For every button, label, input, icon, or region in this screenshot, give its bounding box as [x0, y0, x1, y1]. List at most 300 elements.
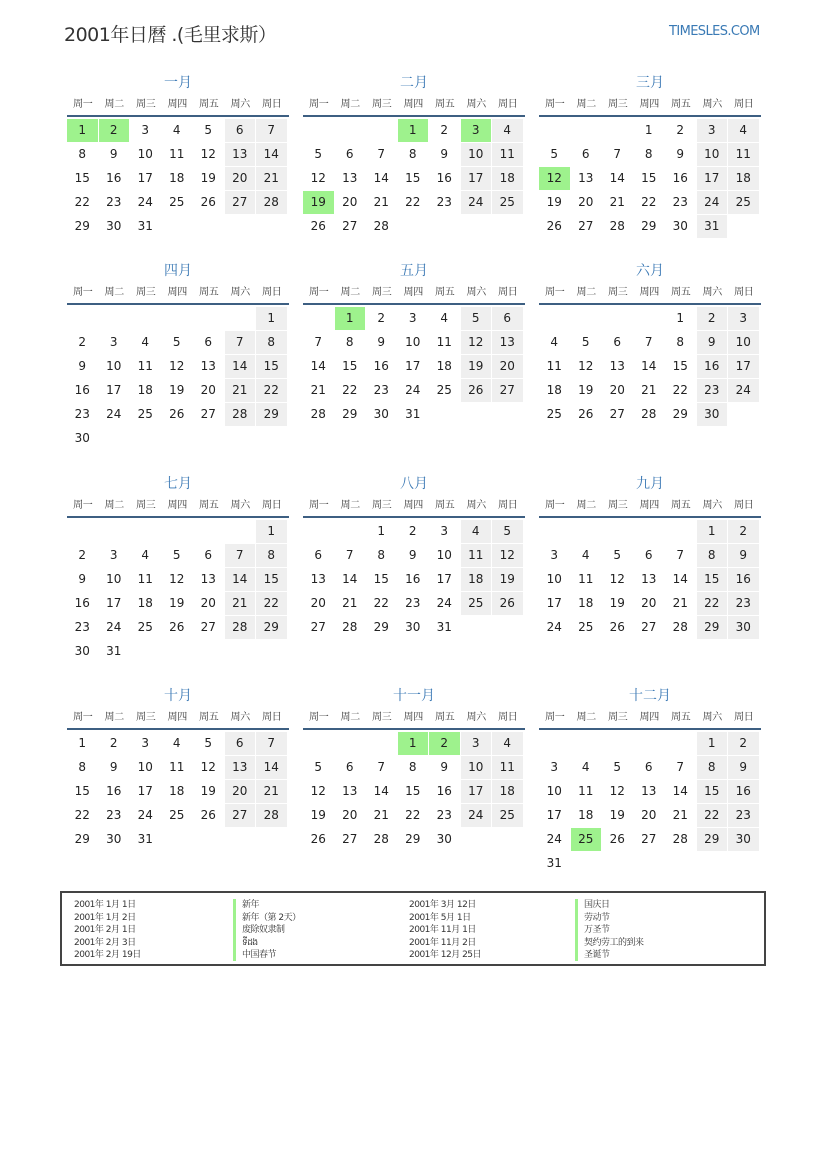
day-cell[interactable]: 17 — [728, 355, 759, 378]
day-cell[interactable]: 22 — [697, 804, 728, 827]
day-cell[interactable]: 18 — [461, 568, 492, 591]
day-cell[interactable]: 13 — [342, 784, 358, 798]
day-cell[interactable]: 11 — [492, 143, 523, 166]
day-cell[interactable]: 18 — [728, 167, 759, 190]
day-cell[interactable]: 17 — [405, 359, 421, 373]
day-cell[interactable]: 26 — [310, 832, 326, 846]
day-cell[interactable]: 13 — [225, 143, 256, 166]
day-cell[interactable]: 11 — [578, 784, 594, 798]
day-cell[interactable]: 12 — [200, 760, 216, 774]
day-cell[interactable]: 1 — [256, 520, 287, 543]
day-cell[interactable]: 15 — [672, 359, 688, 373]
day-cell[interactable]: 14 — [672, 572, 688, 586]
day-cell[interactable]: 11 — [461, 544, 492, 567]
day-cell[interactable]: 5 — [613, 548, 622, 562]
day-cell[interactable]: 4 — [172, 736, 181, 750]
day-cell[interactable]: 9 — [109, 760, 118, 774]
day-cell[interactable]: 18 — [436, 359, 452, 373]
day-cell[interactable]: 4 — [492, 119, 523, 142]
day-cell[interactable]: 18 — [492, 780, 523, 803]
day-cell[interactable]: 25 — [169, 195, 185, 209]
day-cell[interactable]: 15 — [373, 572, 389, 586]
day-cell[interactable]: 1 — [256, 307, 287, 330]
day-cell[interactable]: 30 — [74, 644, 90, 658]
day-cell[interactable]: 15 — [74, 784, 90, 798]
day-cell[interactable]: 10 — [697, 143, 728, 166]
day-cell[interactable]: 14 — [256, 143, 287, 166]
day-cell[interactable]: 1 — [78, 736, 87, 750]
day-cell[interactable]: 30 — [106, 219, 122, 233]
day-cell[interactable]: 20 — [225, 167, 256, 190]
day-cell[interactable]: 29 — [641, 219, 657, 233]
day-cell[interactable]: 12 — [609, 784, 625, 798]
day-cell[interactable]: 15 — [405, 171, 421, 185]
day-cell[interactable]: 22 — [74, 195, 90, 209]
day-cell[interactable]: 16 — [106, 784, 122, 798]
day-cell[interactable]: 7 — [345, 548, 354, 562]
day-cell[interactable]: 6 — [345, 760, 354, 774]
day-cell[interactable]: 4 — [172, 123, 181, 137]
day-cell[interactable]: 14 — [373, 171, 389, 185]
day-cell[interactable]: 22 — [256, 379, 287, 402]
day-cell[interactable]: 10 — [546, 572, 562, 586]
day-cell[interactable]: 11 — [137, 359, 153, 373]
day-cell[interactable]: 20 — [200, 596, 216, 610]
day-cell[interactable]: 10 — [546, 784, 562, 798]
day-cell[interactable]: 10 — [106, 572, 122, 586]
holiday-day[interactable]: 1 — [335, 307, 366, 330]
day-cell[interactable]: 11 — [169, 760, 185, 774]
day-cell[interactable]: 18 — [137, 383, 153, 397]
day-cell[interactable]: 29 — [697, 616, 728, 639]
holiday-day[interactable]: 12 — [539, 167, 570, 190]
day-cell[interactable]: 6 — [204, 548, 213, 562]
day-cell[interactable]: 3 — [550, 760, 559, 774]
holiday-day[interactable]: 1 — [67, 119, 98, 142]
day-cell[interactable]: 16 — [436, 784, 452, 798]
day-cell[interactable]: 5 — [172, 548, 181, 562]
day-cell[interactable]: 8 — [256, 544, 287, 567]
day-cell[interactable]: 12 — [578, 359, 594, 373]
day-cell[interactable]: 18 — [169, 784, 185, 798]
day-cell[interactable]: 12 — [200, 147, 216, 161]
day-cell[interactable]: 27 — [310, 620, 326, 634]
day-cell[interactable]: 27 — [342, 832, 358, 846]
day-cell[interactable]: 19 — [200, 171, 216, 185]
day-cell[interactable]: 14 — [225, 355, 256, 378]
day-cell[interactable]: 25 — [492, 191, 523, 214]
day-cell[interactable]: 31 — [436, 620, 452, 634]
day-cell[interactable]: 2 — [78, 335, 87, 349]
day-cell[interactable]: 25 — [546, 407, 562, 421]
day-cell[interactable]: 5 — [204, 123, 213, 137]
day-cell[interactable]: 27 — [578, 219, 594, 233]
day-cell[interactable]: 21 — [225, 592, 256, 615]
day-cell[interactable]: 28 — [225, 403, 256, 426]
day-cell[interactable]: 11 — [137, 572, 153, 586]
day-cell[interactable]: 30 — [74, 431, 90, 445]
day-cell[interactable]: 2 — [377, 311, 386, 325]
day-cell[interactable]: 17 — [137, 171, 153, 185]
holiday-day[interactable]: 1 — [398, 732, 429, 755]
day-cell[interactable]: 15 — [74, 171, 90, 185]
day-cell[interactable]: 18 — [137, 596, 153, 610]
day-cell[interactable]: 4 — [141, 335, 150, 349]
day-cell[interactable]: 6 — [225, 119, 256, 142]
day-cell[interactable]: 17 — [106, 596, 122, 610]
day-cell[interactable]: 6 — [345, 147, 354, 161]
day-cell[interactable]: 4 — [492, 732, 523, 755]
day-cell[interactable]: 21 — [641, 383, 657, 397]
day-cell[interactable]: 15 — [342, 359, 358, 373]
day-cell[interactable]: 25 — [728, 191, 759, 214]
day-cell[interactable]: 28 — [373, 832, 389, 846]
day-cell[interactable]: 17 — [106, 383, 122, 397]
day-cell[interactable]: 9 — [440, 760, 449, 774]
day-cell[interactable]: 7 — [377, 760, 386, 774]
day-cell[interactable]: 16 — [697, 355, 728, 378]
day-cell[interactable]: 23 — [74, 407, 90, 421]
day-cell[interactable]: 20 — [200, 383, 216, 397]
day-cell[interactable]: 23 — [106, 195, 122, 209]
day-cell[interactable]: 9 — [676, 147, 685, 161]
day-cell[interactable]: 9 — [440, 147, 449, 161]
day-cell[interactable]: 28 — [256, 804, 287, 827]
day-cell[interactable]: 29 — [672, 407, 688, 421]
day-cell[interactable]: 11 — [578, 572, 594, 586]
day-cell[interactable]: 9 — [728, 756, 759, 779]
day-cell[interactable]: 6 — [613, 335, 622, 349]
day-cell[interactable]: 2 — [728, 732, 759, 755]
day-cell[interactable]: 21 — [672, 596, 688, 610]
day-cell[interactable]: 2 — [408, 524, 417, 538]
day-cell[interactable]: 9 — [109, 147, 118, 161]
day-cell[interactable]: 5 — [613, 760, 622, 774]
day-cell[interactable]: 27 — [609, 407, 625, 421]
day-cell[interactable]: 14 — [373, 784, 389, 798]
day-cell[interactable]: 29 — [256, 616, 287, 639]
day-cell[interactable]: 2 — [440, 123, 449, 137]
day-cell[interactable]: 8 — [697, 544, 728, 567]
day-cell[interactable]: 30 — [672, 219, 688, 233]
day-cell[interactable]: 7 — [676, 548, 685, 562]
day-cell[interactable]: 8 — [377, 548, 386, 562]
day-cell[interactable]: 7 — [314, 335, 323, 349]
day-cell[interactable]: 29 — [74, 219, 90, 233]
day-cell[interactable]: 26 — [310, 219, 326, 233]
day-cell[interactable]: 23 — [106, 808, 122, 822]
day-cell[interactable]: 6 — [225, 732, 256, 755]
day-cell[interactable]: 3 — [461, 732, 492, 755]
day-cell[interactable]: 20 — [342, 195, 358, 209]
day-cell[interactable]: 21 — [609, 195, 625, 209]
day-cell[interactable]: 9 — [377, 335, 386, 349]
day-cell[interactable]: 26 — [169, 407, 185, 421]
day-cell[interactable]: 6 — [314, 548, 323, 562]
day-cell[interactable]: 20 — [609, 383, 625, 397]
day-cell[interactable]: 27 — [641, 832, 657, 846]
day-cell[interactable]: 22 — [373, 596, 389, 610]
day-cell[interactable]: 26 — [169, 620, 185, 634]
day-cell[interactable]: 2 — [109, 736, 118, 750]
day-cell[interactable]: 5 — [492, 520, 523, 543]
day-cell[interactable]: 21 — [672, 808, 688, 822]
day-cell[interactable]: 29 — [373, 620, 389, 634]
day-cell[interactable]: 13 — [310, 572, 326, 586]
day-cell[interactable]: 10 — [728, 331, 759, 354]
day-cell[interactable]: 28 — [342, 620, 358, 634]
day-cell[interactable]: 1 — [697, 520, 728, 543]
day-cell[interactable]: 17 — [461, 167, 492, 190]
day-cell[interactable]: 16 — [728, 780, 759, 803]
day-cell[interactable]: 29 — [342, 407, 358, 421]
day-cell[interactable]: 4 — [461, 520, 492, 543]
day-cell[interactable]: 10 — [461, 143, 492, 166]
day-cell[interactable]: 22 — [672, 383, 688, 397]
day-cell[interactable]: 27 — [200, 407, 216, 421]
day-cell[interactable]: 22 — [405, 195, 421, 209]
day-cell[interactable]: 24 — [728, 379, 759, 402]
day-cell[interactable]: 17 — [697, 167, 728, 190]
day-cell[interactable]: 4 — [550, 335, 559, 349]
day-cell[interactable]: 28 — [310, 407, 326, 421]
day-cell[interactable]: 12 — [310, 784, 326, 798]
day-cell[interactable]: 30 — [436, 832, 452, 846]
day-cell[interactable]: 24 — [546, 832, 562, 846]
day-cell[interactable]: 24 — [137, 808, 153, 822]
day-cell[interactable]: 20 — [578, 195, 594, 209]
day-cell[interactable]: 26 — [461, 379, 492, 402]
day-cell[interactable]: 3 — [408, 311, 417, 325]
day-cell[interactable]: 16 — [728, 568, 759, 591]
day-cell[interactable]: 25 — [169, 808, 185, 822]
day-cell[interactable]: 12 — [310, 171, 326, 185]
holiday-day[interactable]: 2 — [99, 119, 130, 142]
day-cell[interactable]: 3 — [550, 548, 559, 562]
day-cell[interactable]: 10 — [436, 548, 452, 562]
day-cell[interactable]: 4 — [141, 548, 150, 562]
day-cell[interactable]: 31 — [697, 215, 728, 238]
day-cell[interactable]: 8 — [676, 335, 685, 349]
day-cell[interactable]: 20 — [641, 596, 657, 610]
day-cell[interactable]: 21 — [342, 596, 358, 610]
day-cell[interactable]: 10 — [405, 335, 421, 349]
day-cell[interactable]: 13 — [641, 784, 657, 798]
day-cell[interactable]: 27 — [200, 620, 216, 634]
day-cell[interactable]: 2 — [697, 307, 728, 330]
day-cell[interactable]: 10 — [106, 359, 122, 373]
day-cell[interactable]: 18 — [169, 171, 185, 185]
day-cell[interactable]: 16 — [106, 171, 122, 185]
day-cell[interactable]: 27 — [492, 379, 523, 402]
day-cell[interactable]: 23 — [697, 379, 728, 402]
day-cell[interactable]: 3 — [109, 548, 118, 562]
brand-logo[interactable]: TIMESLES.COM — [669, 24, 760, 39]
day-cell[interactable]: 14 — [310, 359, 326, 373]
day-cell[interactable]: 7 — [256, 732, 287, 755]
day-cell[interactable]: 1 — [676, 311, 685, 325]
day-cell[interactable]: 24 — [106, 407, 122, 421]
day-cell[interactable]: 30 — [405, 620, 421, 634]
day-cell[interactable]: 30 — [697, 403, 728, 426]
day-cell[interactable]: 31 — [405, 407, 421, 421]
day-cell[interactable]: 22 — [405, 808, 421, 822]
day-cell[interactable]: 19 — [492, 568, 523, 591]
day-cell[interactable]: 25 — [461, 592, 492, 615]
day-cell[interactable]: 13 — [200, 572, 216, 586]
day-cell[interactable]: 26 — [200, 195, 216, 209]
day-cell[interactable]: 22 — [74, 808, 90, 822]
day-cell[interactable]: 17 — [546, 596, 562, 610]
day-cell[interactable]: 18 — [578, 808, 594, 822]
day-cell[interactable]: 28 — [225, 616, 256, 639]
day-cell[interactable]: 14 — [609, 171, 625, 185]
day-cell[interactable]: 17 — [546, 808, 562, 822]
day-cell[interactable]: 14 — [256, 756, 287, 779]
day-cell[interactable]: 8 — [256, 331, 287, 354]
day-cell[interactable]: 28 — [256, 191, 287, 214]
day-cell[interactable]: 26 — [609, 832, 625, 846]
day-cell[interactable]: 14 — [672, 784, 688, 798]
day-cell[interactable]: 23 — [672, 195, 688, 209]
day-cell[interactable]: 12 — [169, 572, 185, 586]
day-cell[interactable]: 10 — [461, 756, 492, 779]
day-cell[interactable]: 2 — [728, 520, 759, 543]
day-cell[interactable]: 26 — [578, 407, 594, 421]
day-cell[interactable]: 16 — [405, 572, 421, 586]
day-cell[interactable]: 25 — [492, 804, 523, 827]
day-cell[interactable]: 5 — [550, 147, 559, 161]
day-cell[interactable]: 8 — [408, 147, 417, 161]
day-cell[interactable]: 19 — [546, 195, 562, 209]
day-cell[interactable]: 31 — [546, 856, 562, 870]
day-cell[interactable]: 12 — [169, 359, 185, 373]
day-cell[interactable]: 2 — [676, 123, 685, 137]
day-cell[interactable]: 13 — [578, 171, 594, 185]
day-cell[interactable]: 27 — [225, 191, 256, 214]
day-cell[interactable]: 24 — [405, 383, 421, 397]
day-cell[interactable]: 24 — [461, 804, 492, 827]
day-cell[interactable]: 17 — [137, 784, 153, 798]
day-cell[interactable]: 21 — [225, 379, 256, 402]
day-cell[interactable]: 19 — [609, 596, 625, 610]
day-cell[interactable]: 12 — [461, 331, 492, 354]
day-cell[interactable]: 30 — [728, 616, 759, 639]
day-cell[interactable]: 20 — [310, 596, 326, 610]
day-cell[interactable]: 21 — [256, 780, 287, 803]
day-cell[interactable]: 23 — [436, 808, 452, 822]
day-cell[interactable]: 28 — [609, 219, 625, 233]
day-cell[interactable]: 9 — [78, 572, 87, 586]
day-cell[interactable]: 23 — [728, 804, 759, 827]
day-cell[interactable]: 6 — [581, 147, 590, 161]
day-cell[interactable]: 11 — [492, 756, 523, 779]
holiday-day[interactable]: 19 — [303, 191, 334, 214]
day-cell[interactable]: 30 — [373, 407, 389, 421]
day-cell[interactable]: 23 — [436, 195, 452, 209]
day-cell[interactable]: 8 — [78, 760, 87, 774]
day-cell[interactable]: 11 — [546, 359, 562, 373]
day-cell[interactable]: 5 — [204, 736, 213, 750]
day-cell[interactable]: 8 — [408, 760, 417, 774]
day-cell[interactable]: 25 — [578, 620, 594, 634]
day-cell[interactable]: 26 — [609, 620, 625, 634]
day-cell[interactable]: 16 — [672, 171, 688, 185]
day-cell[interactable]: 24 — [697, 191, 728, 214]
day-cell[interactable]: 24 — [137, 195, 153, 209]
holiday-day[interactable]: 2 — [429, 732, 460, 755]
day-cell[interactable]: 1 — [697, 732, 728, 755]
day-cell[interactable]: 15 — [256, 355, 287, 378]
day-cell[interactable]: 7 — [676, 760, 685, 774]
day-cell[interactable]: 16 — [373, 359, 389, 373]
day-cell[interactable]: 19 — [461, 355, 492, 378]
day-cell[interactable]: 7 — [613, 147, 622, 161]
day-cell[interactable]: 5 — [581, 335, 590, 349]
day-cell[interactable]: 13 — [342, 171, 358, 185]
day-cell[interactable]: 24 — [436, 596, 452, 610]
day-cell[interactable]: 3 — [440, 524, 449, 538]
day-cell[interactable]: 7 — [225, 331, 256, 354]
day-cell[interactable]: 4 — [581, 760, 590, 774]
day-cell[interactable]: 30 — [106, 832, 122, 846]
day-cell[interactable]: 13 — [225, 756, 256, 779]
day-cell[interactable]: 30 — [728, 828, 759, 851]
day-cell[interactable]: 13 — [492, 331, 523, 354]
day-cell[interactable]: 5 — [314, 147, 323, 161]
day-cell[interactable]: 26 — [546, 219, 562, 233]
day-cell[interactable]: 1 — [644, 123, 653, 137]
day-cell[interactable]: 14 — [225, 568, 256, 591]
day-cell[interactable]: 10 — [137, 147, 153, 161]
day-cell[interactable]: 18 — [492, 167, 523, 190]
day-cell[interactable]: 22 — [256, 592, 287, 615]
day-cell[interactable]: 19 — [609, 808, 625, 822]
holiday-day[interactable]: 25 — [571, 828, 602, 851]
day-cell[interactable]: 10 — [137, 760, 153, 774]
day-cell[interactable]: 6 — [492, 307, 523, 330]
day-cell[interactable]: 5 — [314, 760, 323, 774]
day-cell[interactable]: 6 — [644, 760, 653, 774]
day-cell[interactable]: 21 — [373, 195, 389, 209]
day-cell[interactable]: 31 — [137, 832, 153, 846]
day-cell[interactable]: 11 — [728, 143, 759, 166]
day-cell[interactable]: 20 — [641, 808, 657, 822]
day-cell[interactable]: 9 — [78, 359, 87, 373]
day-cell[interactable]: 23 — [373, 383, 389, 397]
day-cell[interactable]: 19 — [169, 383, 185, 397]
day-cell[interactable]: 27 — [225, 804, 256, 827]
day-cell[interactable]: 13 — [200, 359, 216, 373]
day-cell[interactable]: 29 — [697, 828, 728, 851]
day-cell[interactable]: 9 — [728, 544, 759, 567]
day-cell[interactable]: 15 — [697, 568, 728, 591]
day-cell[interactable]: 8 — [644, 147, 653, 161]
day-cell[interactable]: 26 — [492, 592, 523, 615]
day-cell[interactable]: 27 — [641, 620, 657, 634]
day-cell[interactable]: 5 — [461, 307, 492, 330]
day-cell[interactable]: 28 — [672, 620, 688, 634]
day-cell[interactable]: 20 — [492, 355, 523, 378]
day-cell[interactable]: 21 — [310, 383, 326, 397]
day-cell[interactable]: 3 — [141, 123, 150, 137]
day-cell[interactable]: 14 — [342, 572, 358, 586]
day-cell[interactable]: 7 — [377, 147, 386, 161]
day-cell[interactable]: 12 — [492, 544, 523, 567]
day-cell[interactable]: 25 — [436, 383, 452, 397]
day-cell[interactable]: 11 — [169, 147, 185, 161]
day-cell[interactable]: 22 — [641, 195, 657, 209]
